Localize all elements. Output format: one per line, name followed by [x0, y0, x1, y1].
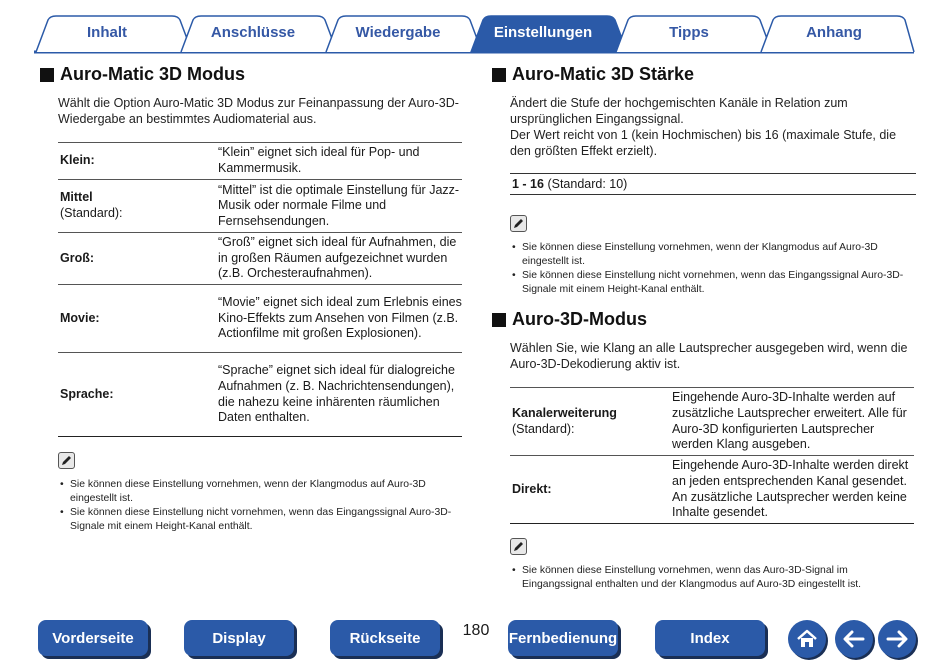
options-table [58, 142, 462, 437]
section-intro: Wählen Sie, wie Klang an alle Lautsprecher ausgegeben wird, wenn die Auro-3D-Dekodierung aktiv ist. [510, 341, 908, 371]
forward-button[interactable] [878, 620, 916, 658]
back-button[interactable] [835, 620, 873, 658]
rueckseite-button[interactable]: Rückseite [330, 620, 440, 656]
table-row: Movie: “Movie” eignet sich ideal zum Erlebnis eines Kino-Effekts zum Ansehen von Filmen (z.B. Actionfilme mit großen Explosionen). [58, 285, 462, 353]
table-row: Klein: “Klein” eignet sich ideal für Pop- und Kammermusik. [58, 143, 462, 180]
square-bullet-icon [492, 313, 506, 327]
back-arrow-icon [841, 627, 867, 651]
section-heading: Auro-Matic 3D Modus [40, 64, 464, 85]
list-item: • Sie können diese Einstellung nicht vornehmen, wenn das Eingangssignal Auro-3D-Signale mit einem Height-Kanal enthält. [58, 506, 464, 534]
vorderseite-button[interactable]: Vorderseite [38, 620, 148, 656]
forward-arrow-icon [884, 627, 910, 651]
notes-list [58, 478, 464, 534]
square-bullet-icon [40, 68, 54, 82]
table-row: Direkt: Eingehende Auro-3D-Inhalte werden direkt an jeden entsprechenden Kanal gesendet. An zusätzliche Lautsprecher werden keine Inhalte gesendet. [510, 456, 914, 524]
table-row: Sprache: “Sprache” eignet sich ideal für dialogreiche Aufnahmen (z. B. Nachrichtensendungen), die nahezu keine inhärenten räumlichen Daten enthalten. [58, 353, 462, 437]
left-column [40, 64, 464, 534]
tab-anhang[interactable]: Anhang [806, 24, 862, 41]
index-button[interactable]: Index [655, 620, 765, 656]
list-item: • Sie können diese Einstellung vornehmen, wenn das Auro-3D-Signal im Eingangssignal enthalten und der Klangmodus auf Auro-3D eingestellt ist. [510, 564, 916, 592]
note-pencil-icon [58, 452, 75, 469]
tab-einstellungen[interactable]: Einstellungen [493, 24, 593, 41]
options-table [510, 387, 914, 524]
tab-bar [0, 0, 950, 56]
section-intro: Wählt die Option Auro-Matic 3D Modus zur Feinanpassung der Auro-3D-Wiedergabe an bestimmtes Audiomaterial aus. [58, 96, 459, 126]
display-button[interactable]: Display [184, 620, 294, 656]
list-item: • Sie können diese Einstellung vornehmen, wenn der Klangmodus auf Auro-3D eingestellt ist. [510, 241, 916, 269]
home-button[interactable] [788, 620, 826, 658]
fernbedienung-button[interactable]: Fernbedienung [508, 620, 618, 656]
page-number: 180 [462, 622, 490, 639]
tab-tipps[interactable]: Tipps [669, 24, 709, 41]
tab-wiedergabe[interactable]: Wiedergabe [355, 24, 441, 41]
table-row: Groß: “Groß” eignet sich ideal für Aufnahmen, die in großen Räumen aufgezeichnet wurden (z.B. Orchesteraufnahmen). [58, 233, 462, 285]
note-pencil-icon [510, 538, 527, 555]
value-range: 1 - 16 (Standard: 10) [510, 173, 916, 195]
tab-anschluesse[interactable]: Anschlüsse [210, 24, 296, 41]
right-column [492, 64, 916, 592]
tab-inhalt[interactable]: Inhalt [87, 24, 127, 41]
square-bullet-icon [492, 68, 506, 82]
section-intro: Ändert die Stufe der hochgemischten Kanäle in Relation zum ursprünglichen Eingangssignal. [510, 96, 848, 126]
section-heading: Auro-3D-Modus [492, 309, 916, 330]
list-item: • Sie können diese Einstellung vornehmen, wenn der Klangmodus auf Auro-3D eingestellt ist. [58, 478, 464, 506]
home-icon [795, 627, 819, 651]
note-pencil-icon [510, 215, 527, 232]
notes-list [510, 241, 916, 297]
notes-list [510, 564, 916, 592]
table-row: Kanalerweiterung (Standard): Eingehende Auro-3D-Inhalte werden auf zusätzliche Lautsprecher erweitert. Alle für Auro-3D konfigurierten Lautsprecher werden Klang ausgeben. [510, 388, 914, 456]
section-intro-detail: Der Wert reicht von 1 (kein Hochmischen) bis 16 (maximale Stufe, die den größten Effekt erzielt). [510, 128, 897, 158]
list-item: • Sie können diese Einstellung nicht vornehmen, wenn das Eingangssignal Auro-3D-Signale mit einem Height-Kanal enthält. [510, 269, 916, 297]
table-row: Mittel (Standard): “Mittel” ist die optimale Einstellung für Jazz-Musik oder normale Filme und Fernsehsendungen. [58, 180, 462, 233]
section-heading: Auro-Matic 3D Stärke [492, 64, 916, 85]
